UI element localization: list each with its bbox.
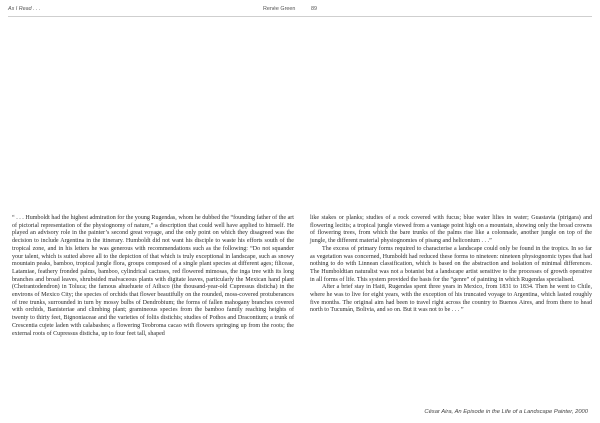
- source-caption: César Aira, An Episode in the Life of a Landscape Painter, 2000: [424, 409, 588, 415]
- body-paragraph: After a brief stay in Haiti, Rugendas spent three years in Mexico, from 1831 to 1834. Then he went to Chile, where he was to live for eight years, with the exception of his truncated voyage to Argentina, which lasted roughly five months. The original aim had been to travel right across the country to Buenos Aires, and from there to head north to Tucumán, Bolivia, and so on. But it was not to be . . . ”: [310, 284, 592, 314]
- running-header: [8, 6, 592, 17]
- author-name: Renée Green: [263, 6, 296, 12]
- body-paragraph: The excess of primary forms required to characterise a landscape could only be found in the tropics. In so far as vegetation was concerned, Humboldt had reduced these forms to nineteen: nineteen physiognomic types that had nothing to do with Linnean classification, which is based on the abstraction and isolation of minimal differences. The Humboldtian naturalist was not a botanist but a landscape artist sensitive to the processes of growth operative in all forms of life. This system provided the basis for the “genre” of painting in which Rugendas specialised.: [310, 245, 592, 283]
- section-title: As I Read . . .: [8, 6, 41, 12]
- quote-continuation-paragraph: like stakes or planks; studies of a rock covered with fucus; blue water lilies in water; Guastavia (pirigara) and flowering lecitis; a tropical jungle viewed from a vantage point high on a mountain, showing only the broad crowns of flowering trees, from which the bare trunks of the palms rise like a colonnade, another jungle on top of the jungle, the different material physiognomies of pisang and heliconium . . .”: [310, 215, 592, 245]
- right-text-column: [310, 215, 592, 315]
- page-number: 89: [311, 6, 317, 12]
- left-text-column: [12, 215, 294, 338]
- quote-paragraph: “ . . . Humboldt had the highest admiration for the young Rugendas, whom he dubbed the “founding father of the art of pictorial representation of the physiognomy of nature,” a description that could well have applied to himself. He played an advisory role in the painter’s second great voyage, and the only point on which they disagreed was the decision to include Argentina in the itinerary. Humboldt did not want his disciple to waste his efforts south of the tropical zone, and in his letters he was generous with recommendations such as the following: “Do not squander your talent, which is suited above all to the depiction of that which is truly exceptional in landscape, such as snowy mountain peaks, bamboo, tropical jungle flora, groups composed of a single plant species at different ages; filiceae, Latamiae, feathery fronded palms, bamboo, cylindrical cactuses, red flowered mimosas, the inga tree with its long branches and broad leaves, shrubsided malvaceous plants with digitate leaves, particularly the Mexican hand plant (Cheirantodendron) in Toluca; the famous ahuehuete of Atlisco (the thousand-year-old Cupressus disticha) in the environs of Mexico City; the species of orchids that flower beautifully on the rounded, moss-covered protuberances of tree trunks, surrounded in turn by mossy bulbs of Dendrobium; the forms of fallen mahogany branches covered with orchids, Banisteriae and climbing plant; gramineous species from the bamboo family reaching heights of twenty to thirty feet, Bignoniaceae and the varieties of foliis distichis; studies of Pothos and Dracontium; a trunk of Crescentia cujete laden with calabashes; a flowering Teobroma cacao with flowers springing up from the roots; the external roots of Cupressus disticha, up to four feet tall, shaped: [12, 215, 294, 337]
